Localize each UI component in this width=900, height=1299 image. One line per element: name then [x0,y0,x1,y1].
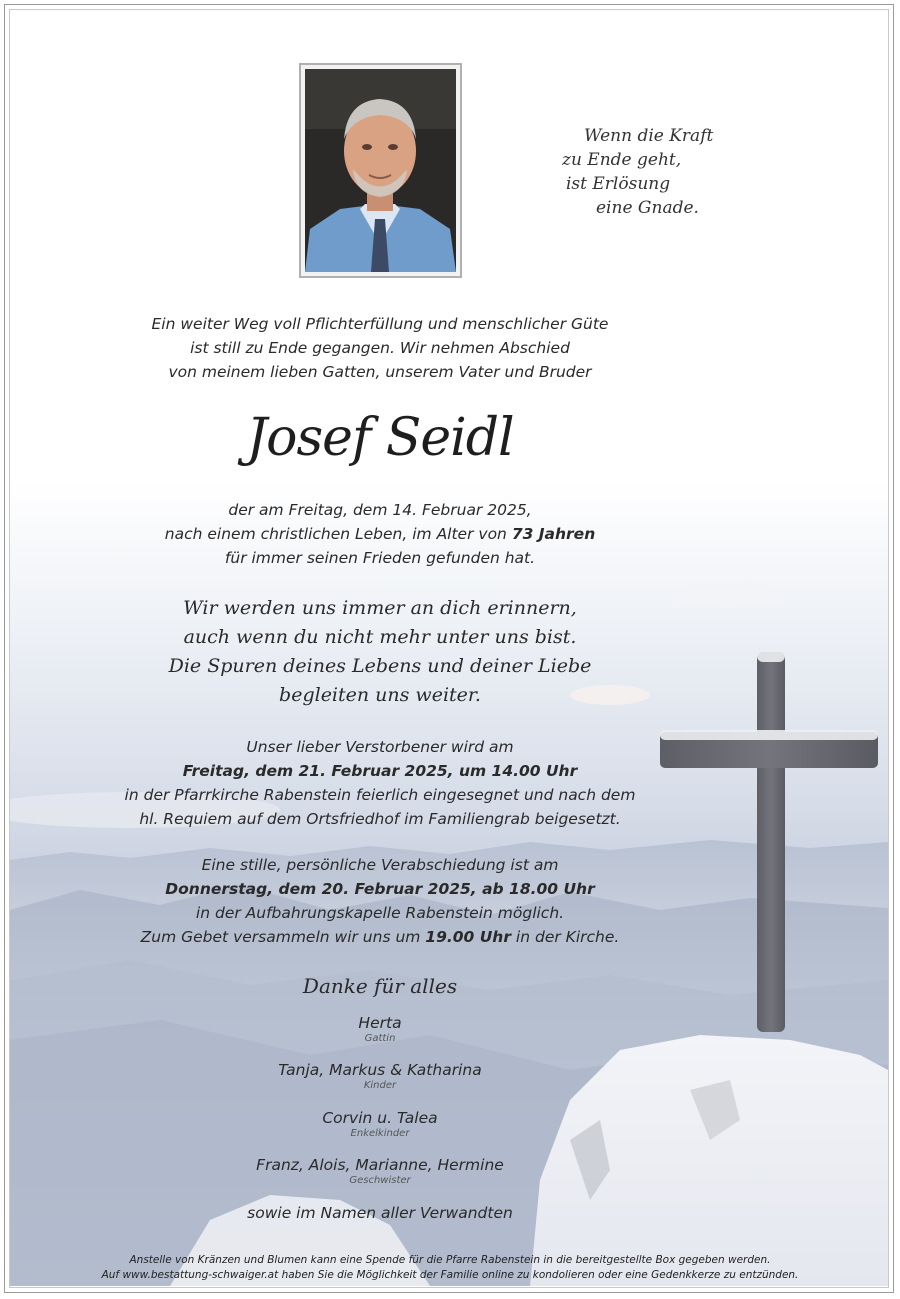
portrait-frame [299,63,462,278]
family-names: Herta [358,1014,402,1032]
farewell-date-text: Donnerstag, dem 20. Februar 2025, ab 18.00 Uhr [165,880,595,898]
prayer-text: Zum Gebet versammeln wir uns um [140,928,426,946]
funeral-line: Unser lieber Verstorbener wird am [246,738,514,756]
farewell-info [80,853,680,949]
poem-line: Die Spuren deines Lebens und deiner Liebe [168,655,592,677]
funeral-info [80,735,680,831]
family-role: Enkelkinder [350,1128,410,1139]
funeral-line: hl. Requiem auf dem Ortsfriedhof im Familiengrab beigesetzt. [139,810,621,828]
footer-line: Auf www.bestattung-schwaiger.at haben Sie die Möglichkeit der Familie online zu kondolieren oder eine Gedenkkerze zu entzünden. [101,1269,799,1281]
intro-line: von meinem lieben Gatten, unserem Vater und Bruder [168,363,592,381]
motto-quote [560,124,713,220]
family-names: Tanja, Markus & Katharina [278,1061,482,1079]
family-role: Kinder [363,1080,397,1091]
farewell-date [80,877,680,901]
family-role: Geschwister [349,1175,411,1186]
poem-line: Wir werden uns immer an dich erinnern, [183,597,577,619]
portrait-photo [305,69,456,272]
prayer-time: 19.00 Uhr [425,928,511,946]
funeral-date [80,759,680,783]
poem-line: auch wenn du nicht mehr unter uns bist. [183,626,577,648]
deceased-name: Josef Seidl [246,408,514,468]
death-line-text: nach einem christlichen Leben, im Alter von [164,525,512,543]
funeral-line: in der Pfarrkirche Rabenstein feierlich eingesegnet und nach dem [124,786,636,804]
family-names: Franz, Alois, Marianne, Hermine [256,1156,504,1174]
family-entry [80,1108,680,1140]
motto-line: Wenn die Kraft [584,126,714,146]
farewell-line: Eine stille, persönliche Verabschiedung ist am [201,856,559,874]
poem-text [80,594,680,710]
poem-line: begleiten uns weiter. [279,684,481,706]
death-line: der am Freitag, dem 14. Februar 2025, [228,501,532,519]
motto-line: zu Ende geht, [562,150,682,170]
family-entry [80,1013,680,1045]
prayer-text-end: in der Kirche. [511,928,620,946]
death-line: für immer seinen Frieden gefunden hat. [224,549,536,567]
farewell-line: in der Aufbahrungskapelle Rabenstein möglich. [195,904,565,922]
motto-line: eine Gnade. [596,198,699,218]
portrait-image [305,69,456,272]
intro-line: Ein weiter Weg voll Pflichterfüllung und menschlicher Güte [151,315,609,333]
intro-text [80,312,680,384]
family-entry [80,1060,680,1092]
family-names: Corvin u. Talea [322,1109,438,1127]
age-text: 73 Jahren [511,525,596,543]
funeral-date-text: Freitag, dem 21. Februar 2025, um 14.00 Uhr [182,762,578,780]
footer-line: Anstelle von Kränzen und Blumen kann eine Spende für die Pfarre Rabenstein in die bereitgestellte Box gegeben werden. [129,1254,771,1266]
intro-line: ist still zu Ende gegangen. Wir nehmen Abschied [190,339,570,357]
death-line [80,522,680,546]
motto-line: ist Erlösung [566,174,671,194]
footer-note [10,1253,890,1283]
farewell-line [80,925,680,949]
family-role: Gattin [364,1033,396,1044]
relatives-note: sowie im Namen aller Verwandten [247,1204,513,1222]
family-entry [80,1155,680,1187]
death-info [80,498,680,570]
thanks-heading: Danke für alles [302,974,458,998]
